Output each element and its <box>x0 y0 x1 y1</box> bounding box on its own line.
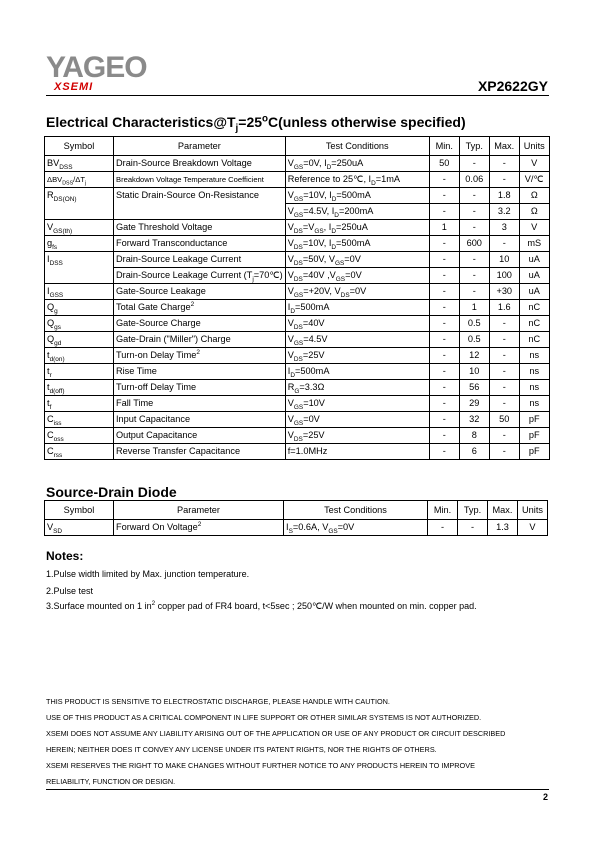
condition-cell: $V_{GS}=0V$, $I_D=250uA$ <box>285 156 429 172</box>
unit-cell: pF <box>519 444 549 460</box>
header-typ: Typ. <box>458 501 488 520</box>
table-header-row <box>45 137 550 156</box>
min-cell: - <box>429 300 459 316</box>
unit-cell: mS <box>519 236 549 252</box>
condition-cell: $V_{DS}=25V$ <box>285 428 429 444</box>
disclaimer-line: RELIABILITY, FUNCTION OR DESIGN. <box>46 777 176 786</box>
typ-cell: 29 <box>459 396 489 412</box>
typ-cell: - <box>459 188 489 204</box>
symbol-cell: $I_{GSS}$ <box>45 284 114 300</box>
unit-cell: V/℃ <box>519 172 549 188</box>
symbol-cell: $C_{iss}$ <box>45 412 114 428</box>
condition-cell: $I_D=500mA$ <box>285 300 429 316</box>
symbol-cell: $Q_g$ <box>45 300 114 316</box>
brand-logo <box>46 51 147 93</box>
parameter-cell: Total Gate Charge$^2$ <box>114 300 286 316</box>
header-parameter: Parameter <box>114 137 286 156</box>
typ-cell: - <box>459 252 489 268</box>
unit-cell: Ω <box>519 204 549 220</box>
table-row <box>45 364 550 380</box>
typ-cell: - <box>459 268 489 284</box>
parameter-cell: Forward Transconductance <box>114 236 286 252</box>
typ-cell: 0.06 <box>459 172 489 188</box>
max-cell: - <box>489 428 519 444</box>
condition-cell: $R_G=3.3\Omega$ <box>285 380 429 396</box>
condition-cell: $V_{DS}=40V$ $,V_{GS}=0V$ <box>285 268 429 284</box>
min-cell: - <box>429 236 459 252</box>
unit-cell: nC <box>519 300 549 316</box>
parameter-cell: Rise Time <box>114 364 286 380</box>
condition-cell: $V_{DS}=10V$, $I_D=500mA$ <box>285 236 429 252</box>
max-cell: - <box>489 156 519 172</box>
table-row <box>45 156 550 172</box>
notes-title: Notes: <box>46 549 84 563</box>
parameter-cell: Reverse Transfer Capacitance <box>114 444 286 460</box>
condition-cell: $V_{DS}=40V$ <box>285 316 429 332</box>
header-symbol: Symbol <box>45 501 114 520</box>
condition-cell: $V_{GS}=4.5V$ <box>285 332 429 348</box>
typ-cell: 32 <box>459 412 489 428</box>
typ-cell: - <box>459 220 489 236</box>
typ-cell: - <box>459 284 489 300</box>
table-row <box>45 332 550 348</box>
unit-cell: ns <box>519 396 549 412</box>
typ-cell: - <box>459 204 489 220</box>
condition-cell: $V_{GS}=+20V$, $V_{DS}=0V$ <box>285 284 429 300</box>
condition-cell: $V_{DS}=50V$, $V_{GS}=0V$ <box>285 252 429 268</box>
min-cell: - <box>429 332 459 348</box>
unit-cell: nC <box>519 332 549 348</box>
header-max: Max. <box>488 501 518 520</box>
page-number: 2 <box>542 792 548 802</box>
table-row <box>45 172 550 188</box>
header-units: Units <box>519 137 549 156</box>
condition-cell: $I_D=500mA$ <box>285 364 429 380</box>
min-cell: - <box>429 316 459 332</box>
min-cell: - <box>429 172 459 188</box>
parameter-cell: Forward On Voltage$^2$ <box>114 520 284 536</box>
note-1: 1.Pulse width limited by Max. junction temperature. <box>46 569 250 579</box>
min-cell: - <box>429 348 459 364</box>
unit-cell: ns <box>519 364 549 380</box>
symbol-cell: $t_{d(on)}$ <box>45 348 114 364</box>
parameter-cell: Fall Time <box>114 396 286 412</box>
disclaimer-line: HEREIN; NEITHER DOES IT CONVEY ANY LICENSE UNDER ITS PATENT RIGHTS, NOR THE RIGHTS OF OTHERS. <box>46 745 437 754</box>
max-cell: - <box>489 172 519 188</box>
condition-cell: $V_{DS}=V_{GS}$, $I_D=250uA$ <box>285 220 429 236</box>
min-cell: - <box>429 252 459 268</box>
max-cell: 3.2 <box>489 204 519 220</box>
source-drain-diode-title: Source-Drain Diode <box>46 484 177 500</box>
header-min: Min. <box>429 137 459 156</box>
parameter-cell: Gate-Source Charge <box>114 316 286 332</box>
min-cell: - <box>429 204 459 220</box>
table-row <box>45 268 550 284</box>
unit-cell: V <box>518 520 548 536</box>
max-cell: 3 <box>489 220 519 236</box>
unit-cell: V <box>519 220 549 236</box>
table-row <box>45 412 550 428</box>
header-test-conditions: Test Conditions <box>285 137 429 156</box>
max-cell: +30 <box>489 284 519 300</box>
header-units: Units <box>518 501 548 520</box>
condition-cell: $V_{GS}=4.5V$, $I_D=200mA$ <box>285 204 429 220</box>
max-cell: 50 <box>489 412 519 428</box>
min-cell: - <box>429 188 459 204</box>
condition-cell: Reference to 25℃, $I_D=1mA$ <box>285 172 429 188</box>
min-cell: - <box>429 380 459 396</box>
table-row <box>45 348 550 364</box>
unit-cell: pF <box>519 428 549 444</box>
typ-cell: 8 <box>459 428 489 444</box>
table-row <box>45 236 550 252</box>
unit-cell: pF <box>519 412 549 428</box>
max-cell: 1.6 <box>489 300 519 316</box>
max-cell: - <box>489 444 519 460</box>
note-2: 2.Pulse test <box>46 586 94 596</box>
symbol-cell: $V_{SD}$ <box>45 520 114 536</box>
max-cell: - <box>489 348 519 364</box>
typ-cell: 10 <box>459 364 489 380</box>
part-number: XP2622GY <box>477 78 548 94</box>
sub-brand-name: XSEMI <box>54 81 94 93</box>
parameter-cell: Drain-Source Breakdown Voltage <box>114 156 286 172</box>
parameter-cell: Breakdown Voltage Temperature Coefficient <box>114 172 286 188</box>
symbol-cell: $C_{rss}$ <box>45 444 114 460</box>
table-row <box>45 428 550 444</box>
note-3: 3.Surface mounted on 1 $in^2$ copper pad of FR4 board, t<5sec ; 250℃/W when mounted on min. copper pad. <box>46 600 477 611</box>
max-cell: - <box>489 316 519 332</box>
disclaimer-line: THIS PRODUCT IS SENSITIVE TO ELECTROSTATIC DISCHARGE, PLEASE HANDLE WITH CAUTION. <box>46 697 390 706</box>
source-drain-diode-table <box>44 500 548 536</box>
max-cell: - <box>489 236 519 252</box>
disclaimer <box>46 694 556 790</box>
parameter-cell: Gate-Drain ("Miller") Charge <box>114 332 286 348</box>
min-cell: 50 <box>429 156 459 172</box>
max-cell: 10 <box>489 252 519 268</box>
max-cell: 1.3 <box>488 520 518 536</box>
symbol-cell: $R_{DS(ON)}$ <box>45 188 114 220</box>
min-cell: - <box>428 520 458 536</box>
max-cell: - <box>489 396 519 412</box>
table-header-row <box>45 501 548 520</box>
unit-cell: nC <box>519 316 549 332</box>
header-parameter: Parameter <box>114 501 284 520</box>
parameter-cell: Turn-off Delay Time <box>114 380 286 396</box>
header-divider <box>46 95 549 96</box>
symbol-cell: $C_{oss}$ <box>45 428 114 444</box>
typ-cell: 0.5 <box>459 332 489 348</box>
typ-cell: 12 <box>459 348 489 364</box>
min-cell: - <box>429 412 459 428</box>
parameter-cell: Static Drain-Source On-Resistance <box>114 188 286 220</box>
symbol-cell: $Q_{gs}$ <box>45 316 114 332</box>
header-max: Max. <box>489 137 519 156</box>
min-cell: - <box>429 268 459 284</box>
unit-cell: uA <box>519 252 549 268</box>
symbol-cell: $t_f$ <box>45 396 114 412</box>
disclaimer-line: XSEMI DOES NOT ASSUME ANY LIABILITY ARISING OUT OF THE APPLICATION OR USE OF ANY PRODUCT OR CIRCUIT DESCRIBED <box>46 729 506 738</box>
min-cell: - <box>429 428 459 444</box>
condition-cell: $V_{GS}=10V$ <box>285 396 429 412</box>
max-cell: - <box>489 332 519 348</box>
table-row <box>45 284 550 300</box>
footer-divider <box>46 789 549 790</box>
parameter-cell: Gate Threshold Voltage <box>114 220 286 236</box>
symbol-cell: $\Delta BV_{DSS}/\Delta T_j$ <box>45 172 114 188</box>
symbol-cell: $BV_{DSS}$ <box>45 156 114 172</box>
min-cell: - <box>429 284 459 300</box>
parameter-cell: Output Capacitance <box>114 428 286 444</box>
max-cell: - <box>489 380 519 396</box>
unit-cell: V <box>519 156 549 172</box>
symbol-cell: $g_{fs}$ <box>45 236 114 252</box>
typ-cell: - <box>459 156 489 172</box>
symbol-cell: $V_{GS(th)}$ <box>45 220 114 236</box>
max-cell: 100 <box>489 268 519 284</box>
disclaimer-line: USE OF THIS PRODUCT AS A CRITICAL COMPONENT IN LIFE SUPPORT OR OTHER SIMILAR SYSTEMS IS NOT AUTHORIZED. <box>46 713 482 722</box>
typ-cell: 1 <box>459 300 489 316</box>
parameter-cell: Drain-Source Leakage Current <box>114 252 286 268</box>
header-min: Min. <box>428 501 458 520</box>
table-row <box>45 396 550 412</box>
disclaimer-line: XSEMI RESERVES THE RIGHT TO MAKE CHANGES WITHOUT FURTHER NOTICE TO ANY PRODUCTS HEREIN TO IMPROVE <box>46 761 475 770</box>
typ-cell: 56 <box>459 380 489 396</box>
condition-cell: $V_{DS}=25V$ <box>285 348 429 364</box>
header-test-conditions: Test Conditions <box>284 501 428 520</box>
unit-cell: uA <box>519 284 549 300</box>
unit-cell: Ω <box>519 188 549 204</box>
min-cell: - <box>429 444 459 460</box>
max-cell: - <box>489 364 519 380</box>
table-row <box>45 252 550 268</box>
symbol-cell: $Q_{gd}$ <box>45 332 114 348</box>
table-row <box>45 316 550 332</box>
typ-cell: - <box>458 520 488 536</box>
symbol-cell: $t_{d(off)}$ <box>45 380 114 396</box>
header-symbol: Symbol <box>45 137 114 156</box>
unit-cell: uA <box>519 268 549 284</box>
condition-cell: f=1.0MHz <box>285 444 429 460</box>
symbol-cell: $I_{DSS}$ <box>45 252 114 284</box>
min-cell: - <box>429 364 459 380</box>
symbol-cell: $t_r$ <box>45 364 114 380</box>
brand-name: YAGEO <box>46 51 147 84</box>
typ-cell: 0.5 <box>459 316 489 332</box>
header-typ: Typ. <box>459 137 489 156</box>
typ-cell: 600 <box>459 236 489 252</box>
min-cell: 1 <box>429 220 459 236</box>
table-row <box>45 520 548 536</box>
condition-cell: $V_{GS}=10V$, $I_D=500mA$ <box>285 188 429 204</box>
min-cell: - <box>429 396 459 412</box>
typ-cell: 6 <box>459 444 489 460</box>
parameter-cell: Drain-Source Leakage Current $(T_j=70℃)$ <box>114 268 286 284</box>
table-row <box>45 220 550 236</box>
electrical-characteristics-table <box>44 136 550 460</box>
electrical-characteristics-title: Electrical $Characteristics@T_j=25^oC(unless$ otherwise specified) <box>46 113 466 134</box>
unit-cell: ns <box>519 380 549 396</box>
condition-cell: $V_{GS}=0V$ <box>285 412 429 428</box>
max-cell: 1.8 <box>489 188 519 204</box>
table-row <box>45 300 550 316</box>
parameter-cell: Input Capacitance <box>114 412 286 428</box>
condition-cell: $I_S=0.6A$, $V_{GS}=0V$ <box>284 520 428 536</box>
parameter-cell: Turn-on Delay Time$^2$ <box>114 348 286 364</box>
unit-cell: ns <box>519 348 549 364</box>
table-row <box>45 444 550 460</box>
parameter-cell: Gate-Source Leakage <box>114 284 286 300</box>
table-row <box>45 380 550 396</box>
table-row <box>45 188 550 204</box>
